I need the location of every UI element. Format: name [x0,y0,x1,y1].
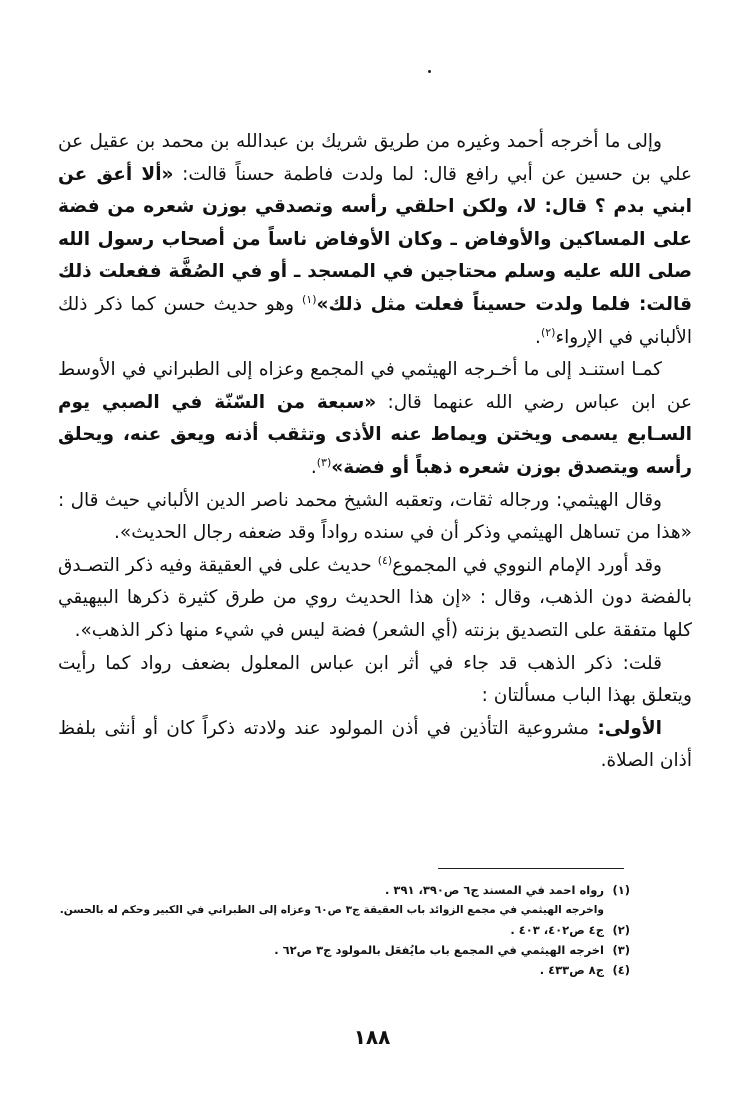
page-number: ١٨٨ [353,1025,391,1049]
footnote-ref-1[interactable]: (١) [301,292,317,306]
footnote-text: اخرجه الهيثمي في المجمع باب مايُفعَل بالمولود ج٣ ص٦٢ . [274,943,604,957]
footnote-ref-4[interactable]: (٤) [377,553,393,567]
paragraph-2-intro: كمـا استنـد إلى ما أخـرجه الهيثمي في المجمع وعزاه إلى الطبراني في الأوسط عن ابن عباس رضي الله عنهما قال: [58,359,692,413]
footnote-number: (٤) [612,963,630,977]
hadith-quote-1: «ألا أعق عن ابني بدم ؟ قال: لا، ولكن احلقي رأسه وتصدقي بوزن شعره من فضة على المساكين والأوفاض ـ وكان الأوفاض ناساً من أصحاب رسول الله صلى الله عليه وسلم محتاجين في المسجد ـ أو في الصُفَّة ففعلت ذلك قالت: فلما ولدت حسيناً فعلت مثل ذلك» [58,163,693,315]
paragraph-1-end: . [535,326,541,348]
footnote-1-continued [60,900,630,920]
paragraph-5: قلت: ذكر الذهب قد جاء في أثر ابن عباس المعلول بضعف رواد كما رأيت ويتعلق بهذا الباب مسألتان : [58,652,692,707]
paragraph-6 [58,713,692,778]
paragraph-1 [58,126,692,354]
printer-mark [428,70,431,73]
footnote-ref-2[interactable]: (٢) [540,325,556,339]
footnote-text: رواه احمد في المسند ج٦ ص٣٩٠، ٣٩١ . [385,883,604,897]
footnote-text: واخرجه الهيثمي في مجمع الزوائد باب العقيقة ج٣ ص٦٠ وعزاه إلى الطبراني في الكبير وحكم له بالحسن. [59,904,604,916]
paragraph-2 [58,354,692,484]
paragraph-2-end: . [310,456,317,478]
paragraph-3: وقال الهيثمي: ورجاله ثقات، وتعقبه الشيخ محمد ناصر الدين الألباني حيث قال : «هذا من تساهل الهيثمي وذكر أن في سنده رواداً وقد ضعفه رجال الحديث». [58,489,692,544]
footnote-number: (٢) [612,923,630,937]
paragraph-4-rest: حديث على في العقيقة وفيه ذكر التصـدق بالفضة دون الذهب، وقال : «إن هذا الحديث روي من طرق كثيرة ذكرها البيهيقي كلها متفقة على التصديق بزنته (أي الشعر) فضة ليس في شيء منها ذكر الذهب». [58,554,692,641]
footnote-text: ج٨ ص٤٣٣ . [539,963,604,977]
first-issue-text: مشروعية التأذين في أذن المولود عند ولادته ذكراً كان أو أنثى بلفظ أذان الصلاة. [58,717,692,772]
footnote-number: (٣) [612,943,630,957]
main-text [58,126,692,778]
footnote-4 [60,960,630,980]
footnote-1 [60,880,630,900]
hadith-quote-2: «سبعة من السّنّة في الصبي يوم السـابع يسمى ويختن ويماط عنه الأذى وتثقب أذنه ويعق عنه، ويحلق رأسه ويتصدق بوزن شعره ذهباً أو فضة» [58,391,692,478]
footnote-separator [438,868,624,869]
footnote-text: ج٤ ص٤٠٢، ٤٠٣ . [510,923,604,937]
paragraph-1-comment: وهو حديث حسن كما ذكر ذلك الألباني في الإرواء [58,293,692,348]
first-issue-label: الأولى: [597,717,662,739]
paragraph-4-intro: وقد أورد الإمام النووي في المجموع [392,554,662,576]
footnote-number: (١) [612,883,630,897]
footnote-2 [60,920,630,940]
footnote-3 [60,940,630,960]
paragraph-1-intro: وإلى ما أخرجه أحمد وغيره من طريق شريك بن عبدالله بن محمد بن عقيل عن علي بن حسين عن أبي رافع قال: لما ولدت فاطمة حسناً قالت: [58,131,692,185]
footnotes [60,880,630,980]
footnote-ref-3[interactable]: (٣) [316,455,332,469]
paragraph-4 [58,550,692,648]
